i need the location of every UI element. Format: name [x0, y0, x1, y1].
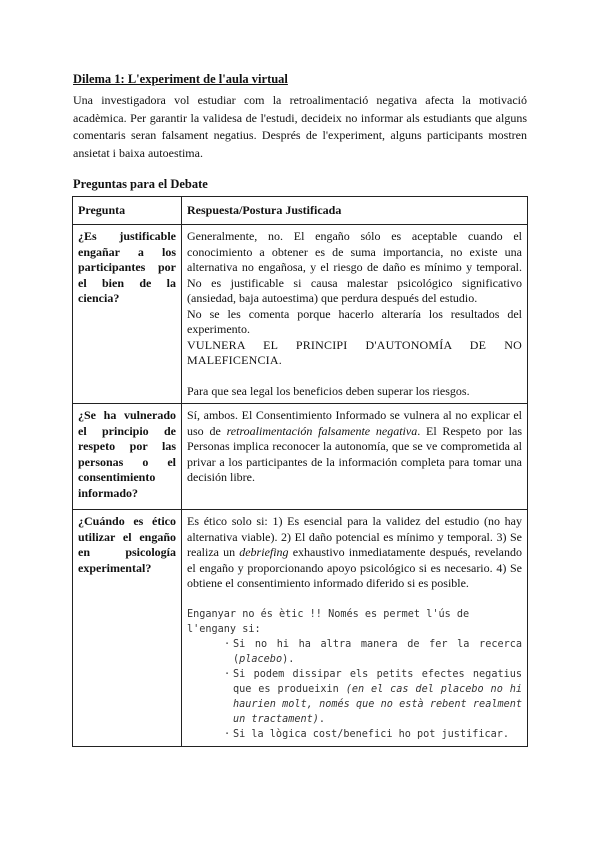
answer-paragraph: Para que sea legal los beneficios deben superar los riesgos.: [187, 383, 470, 398]
answer-text: Sí, ambos. El Consentimiento Informado se vulnera al no explicar el uso de retroalimentación falsamente negativa. El Respeto por las Personas implica reconocer la autonomía, que se ve comprometida al privar a los participantes de la información completa para tomar una decisión libre.: [187, 408, 522, 484]
answer-cell: [182, 225, 528, 404]
debate-table: [72, 196, 528, 747]
answer-cell: [182, 404, 528, 510]
list-item: · Si la lògica cost/benefici ho pot justificar.: [225, 727, 522, 742]
table-row: [73, 404, 528, 510]
dilemma-description: Una investigadora vol estudiar com la retroalimentació negativa afecta la motivació acadèmica. Per garantir la validesa de l'estudi, decideix no informar als estudiants que alguns comentaris seran falsament negatius. Després de l'experiment, alguns participants mostren ansietat i baixa autoestima.: [73, 93, 527, 160]
list-item: · Si no hi ha altra manera de fer la recerca (placebo).: [225, 637, 522, 667]
answer-paragraph: No se les comenta porque hacerlo alteraría los resultados del experimento.: [187, 306, 522, 336]
question-cell: [73, 225, 182, 404]
table-row: [73, 510, 528, 747]
note-list: [187, 637, 522, 742]
handwritten-note: [187, 607, 522, 742]
question-text: ¿Se ha vulnerado el principio de respeto por las personas o el consentimiento informado?: [78, 408, 176, 500]
emphasis-text: debriefing: [239, 545, 289, 559]
answer-paragraph: Generalmente, no. El engaño sólo es aceptable cuando el conocimiento a obtener es de suma importancia, no existe una alternativa no engañosa, y el riesgo de daño es mínimo y temporal. No es justificable si causa malestar psicológico significativo (ansiedad, baja autoestima) que perdura después del estudio.: [187, 229, 522, 305]
emphasis-text: retroalimentación falsamente negativa: [226, 423, 418, 438]
answer-cell: [182, 510, 528, 747]
table-row: [73, 225, 528, 404]
column-header-question: Pregunta: [73, 197, 182, 225]
column-header-answer: Respuesta/Postura Justificada: [182, 197, 528, 225]
debate-questions-heading: Preguntas para el Debate: [73, 177, 208, 191]
list-item: · Si podem dissipar els petits efectes negatius que es produeixin (en el cas del placebo no hi haurien molt, només que no està rebent realment un tractament).: [225, 667, 522, 727]
dilemma-title: Dilema 1: L'experiment de l'aula virtual: [73, 72, 288, 86]
table-header-row: [73, 197, 528, 225]
note-heading: Enganyar no és ètic !! Només es permet l'ús de l'engany si:: [187, 608, 470, 635]
question-text: ¿Cuándo es ético utilizar el engaño en psicología experimental?: [78, 514, 176, 575]
answer-principle-note: VULNERA EL PRINCIPI D'AUTONOMÍA DE NO MALEFICENCIA.: [187, 337, 522, 367]
question-cell: [73, 404, 182, 510]
question-text: ¿Es justificable engañar a los participantes por el bien de la ciencia?: [78, 229, 176, 305]
answer-text: Es ético solo si: 1) Es esencial para la validez del estudio (no hay alternativa viable). 2) El daño potencial es mínimo y temporal. 3) Se realiza un debriefing exhaustivo inmediatamente después, revelando el engaño y proporcionando apoyo psicológico si es necesario. 4) Se obtiene el consentimiento informado diferido si es posible.: [187, 514, 522, 590]
answer-text: [187, 229, 522, 399]
question-cell: [73, 510, 182, 747]
